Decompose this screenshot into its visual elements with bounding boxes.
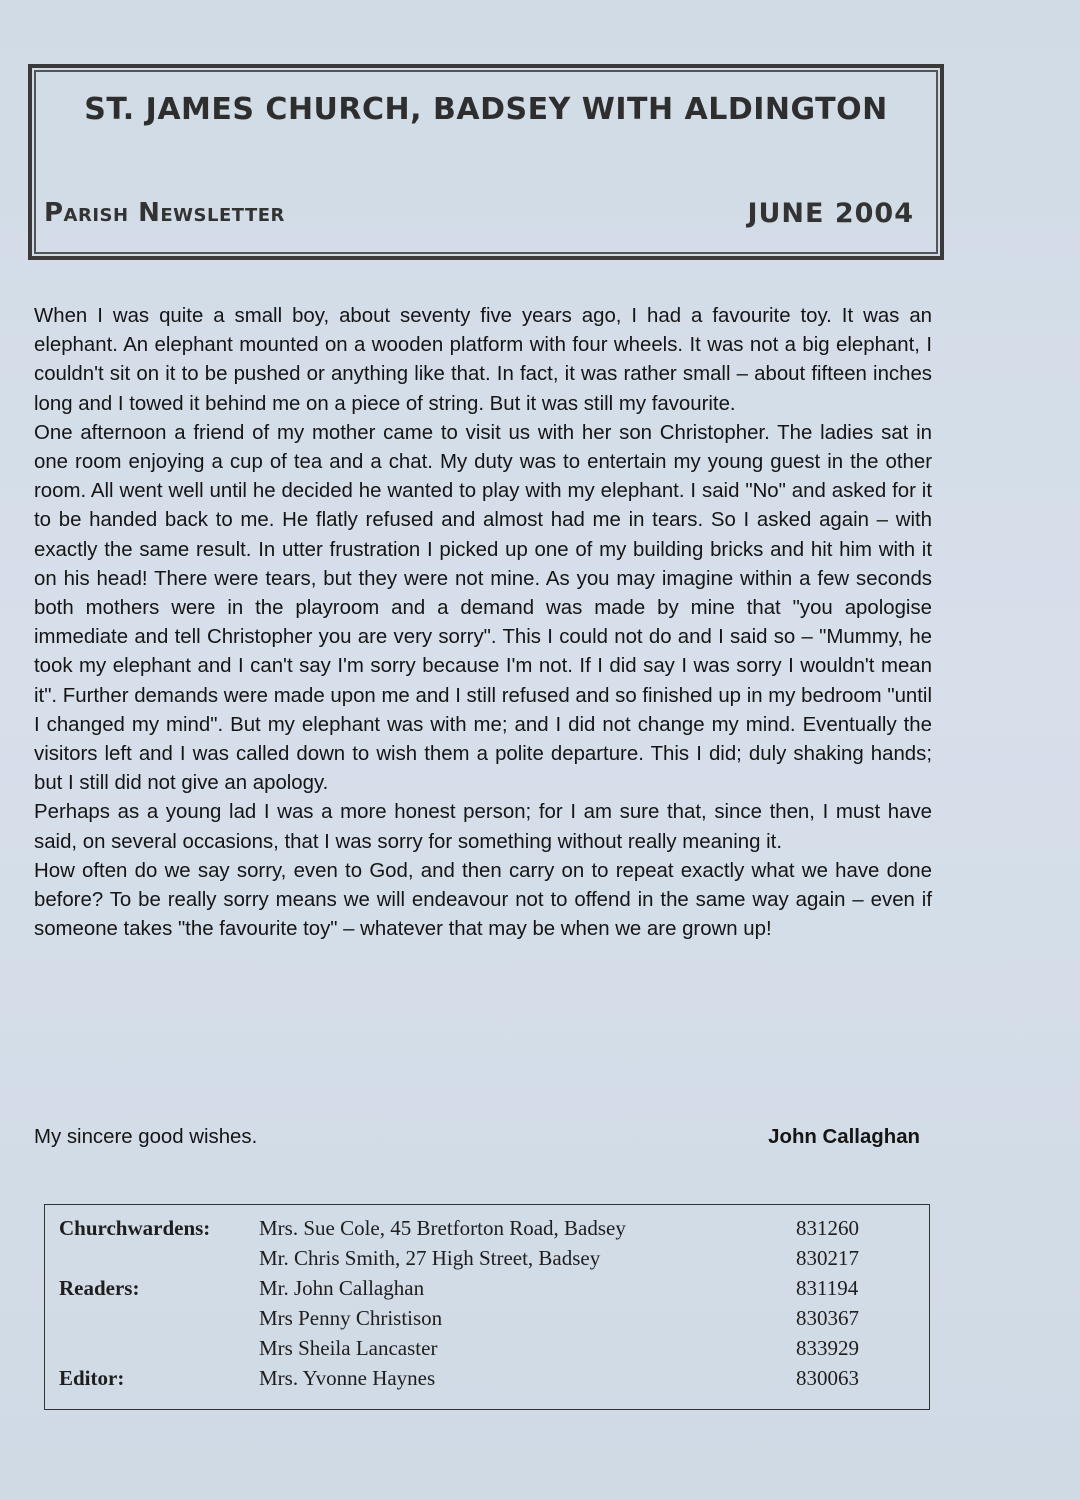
signoff [34,1123,920,1152]
role-label: Editor: [59,1366,125,1390]
article-paragraph: How often do we say sorry, even to God, and then carry on to repeat exactly what we have done before? To be really sorry means we will endeavour not to offend in the same way again – even if someone takes "the favourite toy" – whatever that may be when we are grown up! [34,859,932,941]
role-label: Churchwardens: [59,1216,211,1240]
contacts-table [59,1213,906,1393]
table-row [59,1363,906,1393]
table-row [59,1213,906,1243]
contact-name: Mr. John Callaghan [259,1276,425,1300]
role-label: Readers: [59,1276,140,1300]
contact-phone: 830063 [796,1366,859,1390]
contact-phone: 830367 [796,1306,859,1330]
newsletter-label: Parish Newsletter [44,198,285,228]
role-label [59,1303,259,1333]
article-paragraph: Perhaps as a young lad I was a more honest person; for I am sure that, since then, I must have said, on several occasions, that I was sorry for something without really meaning it. [34,801,932,853]
article-paragraph: When I was quite a small boy, about seventy five years ago, I had a favourite toy. It was an elephant. An elephant mounted on a wooden platform with four wheels. It was not a big elephant, I couldn't sit on it to be pushed or anything like that. In fact, it was rather small – about fifteen inches long and I towed it behind me on a piece of string. But it was still my favourite. [34,305,932,415]
table-row [59,1243,906,1273]
closing-line: My sincere good wishes. [34,1126,258,1148]
contact-phone: 831194 [796,1276,859,1300]
contact-phone: 830217 [796,1246,859,1270]
table-row [59,1333,906,1363]
contact-phone: 831260 [796,1216,859,1240]
article-paragraph: One afternoon a friend of my mother came to visit us with her son Christopher. The ladies sat in one room enjoying a cup of tea and a chat. My duty was to entertain my young guest in the other room. All went well until he decided he wanted to play with my elephant. I said "No" and asked for it to be handed back to me. He flatly refused and almost had me in tears. So I asked again – with exactly the same result. In utter frustration I picked up one of my building bricks and hit him with it on his head! There were tears, but they were not mine. As you may imagine within a few seconds both mothers were in the playroom and a demand was made by mine that "you apologise immediate and tell Christopher you are very sorry". This I could not do and I said so – "Mummy, he took my elephant and I can't say I'm sorry because I'm not. If I did say I was sorry I wouldn't mean it". Further demands were made upon me and I still refused and so finished up in my bedroom "until I changed my mind". But my elephant was with me; and I did not change my mind. Eventually the visitors left and I was called down to wish them a polite departure. This I did; duly shaking hands; but I still did not give an apology. [34,421,932,795]
role-label [59,1333,259,1363]
contacts-box [44,1204,930,1410]
role-label [59,1243,259,1273]
contact-phone: 833929 [796,1336,859,1360]
author-name: John Callaghan [768,1126,920,1148]
article-body [34,302,932,944]
contact-name: Mrs Sheila Lancaster [259,1336,438,1360]
contact-name: Mrs. Sue Cole, 45 Bretforton Road, Badsey [259,1216,626,1240]
table-row [59,1273,906,1303]
contact-name: Mr. Chris Smith, 27 High Street, Badsey [259,1246,601,1270]
issue-date: JUNE 2004 [747,198,914,229]
contact-name: Mrs Penny Christison [259,1306,443,1330]
contact-name: Mrs. Yvonne Haynes [259,1366,436,1390]
table-row [59,1303,906,1333]
masthead-box [28,64,944,260]
church-title: ST. JAMES CHURCH, BADSEY WITH ALDINGTON [84,92,888,127]
